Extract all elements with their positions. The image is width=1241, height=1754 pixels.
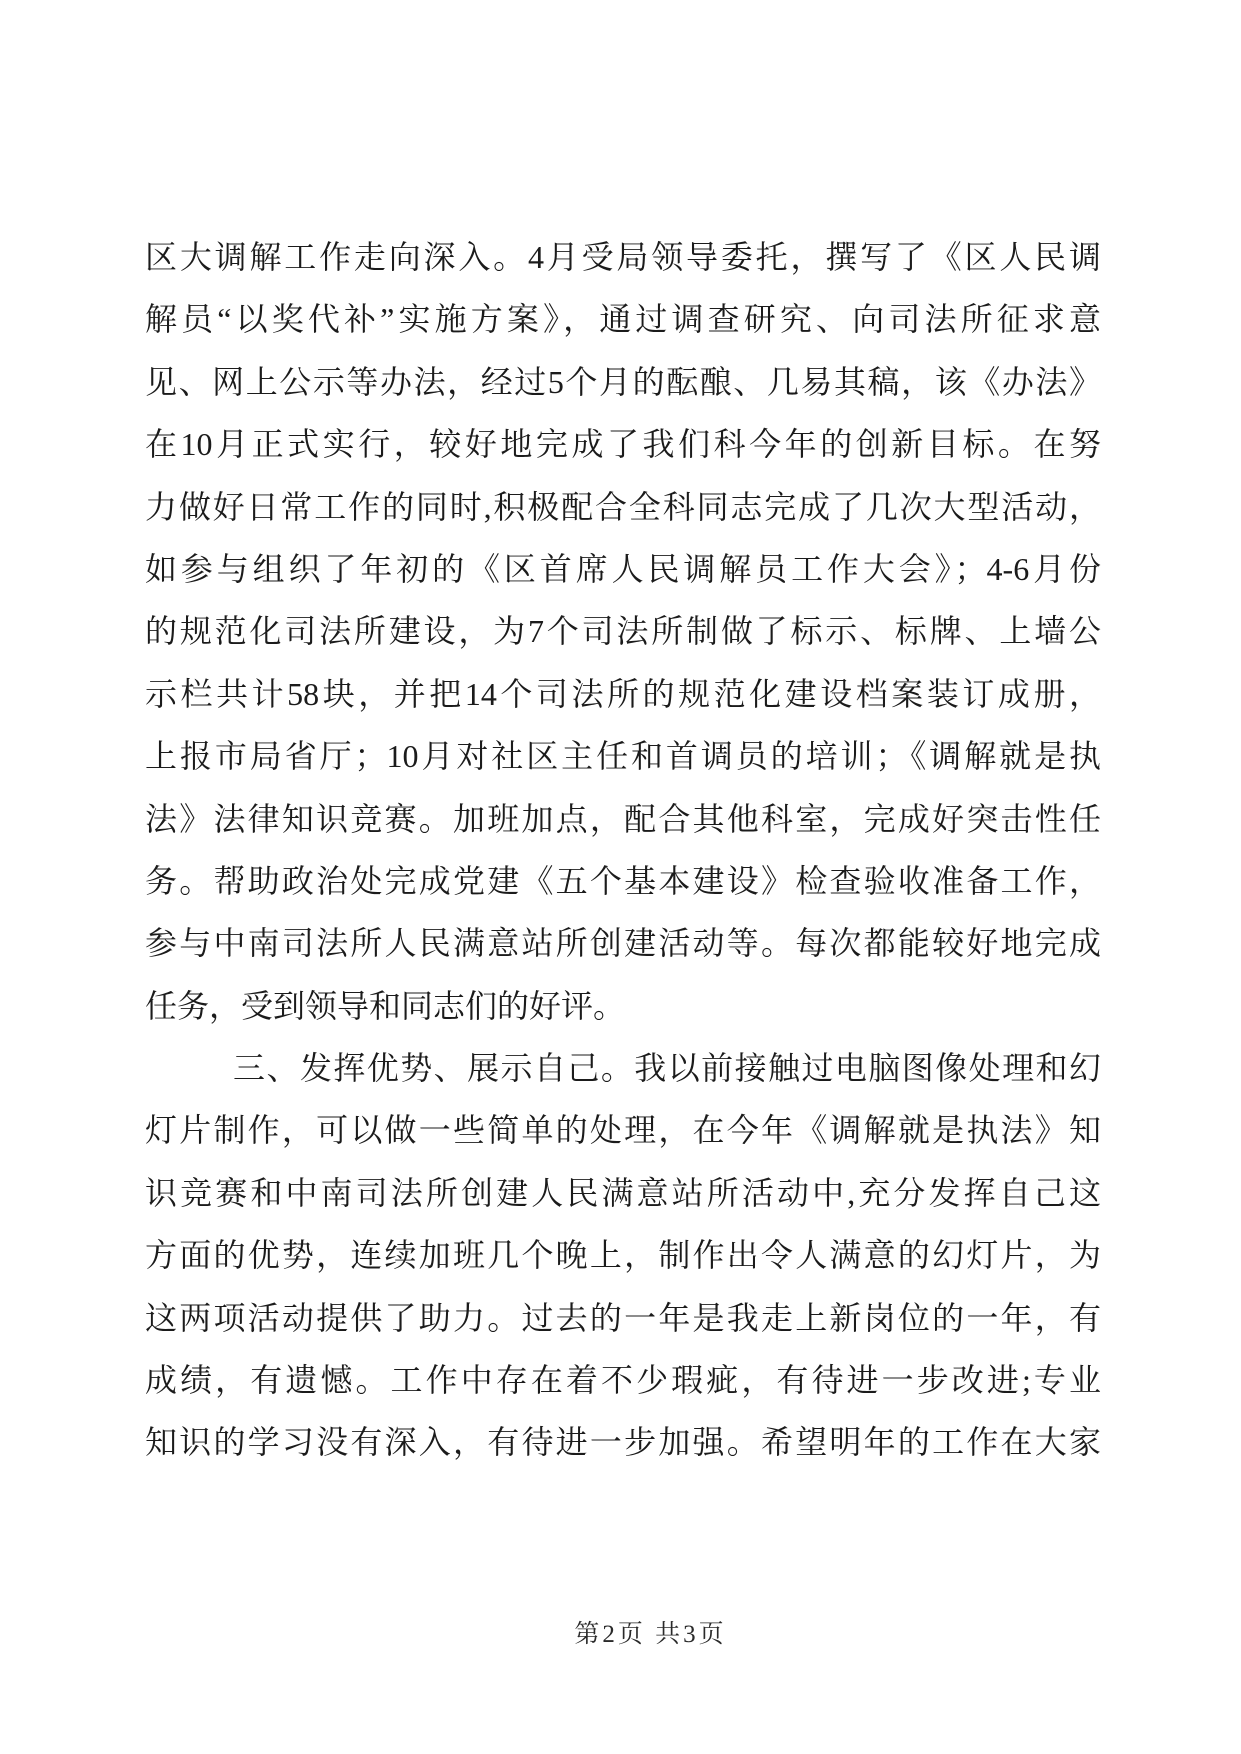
text-line: 参与中南司法所人民满意站所创建活动等。每次都能较好地完成 [145,925,1101,962]
text-line: 在10月正式实行，较好地完成了我们科今年的创新目标。在努 [145,426,1101,463]
text-line-paragraph-end: 任务，受到领导和同志们的好评。 [145,987,626,1024]
text-line: 方面的优势，连续加班几个晚上，制作出令人满意的幻灯片，为 [145,1237,1101,1274]
text-line: 上报市局省厅；10月对社区主任和首调员的培训；《调解就是执 [145,738,1101,775]
text-line: 区大调解工作走向深入。4月受局领导委托，撰写了《区人民调 [145,239,1101,275]
text-line: 灯片制作，可以做一些简单的处理，在今年《调解就是执法》知 [145,1112,1101,1149]
text-line: 这两项活动提供了助力。过去的一年是我走上新岗位的一年，有 [145,1299,1101,1336]
text-line-paragraph-start: 三、发挥优势、展示自己。我以前接触过电脑图像处理和幻 [233,1050,1101,1087]
text-line: 法》法律知识竞赛。加班加点，配合其他科室，完成好突击性任 [145,800,1101,837]
document-body [145,226,1101,1474]
text-line: 力做好日常工作的同时,积极配合全科同志完成了几次大型活动， [145,488,1101,525]
text-line: 如参与组织了年初的《区首席人民调解员工作大会》；4-6月份 [145,550,1101,587]
text-line: 解员“以奖代补”实施方案》，通过调查研究、向司法所征求意 [145,301,1101,338]
text-line: 成绩，有遗憾。工作中存在着不少瑕疵，有待进一步改进;专业 [145,1362,1101,1399]
text-line: 的规范化司法所建设，为7个司法所制做了标示、标牌、上墙公 [145,613,1101,650]
text-line: 知识的学习没有深入，有待进一步加强。希望明年的工作在大家 [145,1424,1101,1461]
text-line: 务。帮助政治处完成党建《五个基本建设》检查验收准备工作， [145,862,1101,899]
text-line: 示栏共计58块，并把14个司法所的规范化建设档案装订成册， [145,675,1101,712]
page-number: 第2页 共3页 [574,1621,727,1648]
text-line: 识竞赛和中南司法所创建人民满意站所活动中,充分发挥自己这 [145,1174,1101,1211]
text-line: 见、网上公示等办法，经过5个月的酝酿、几易其稿，该《办法》 [145,363,1101,400]
